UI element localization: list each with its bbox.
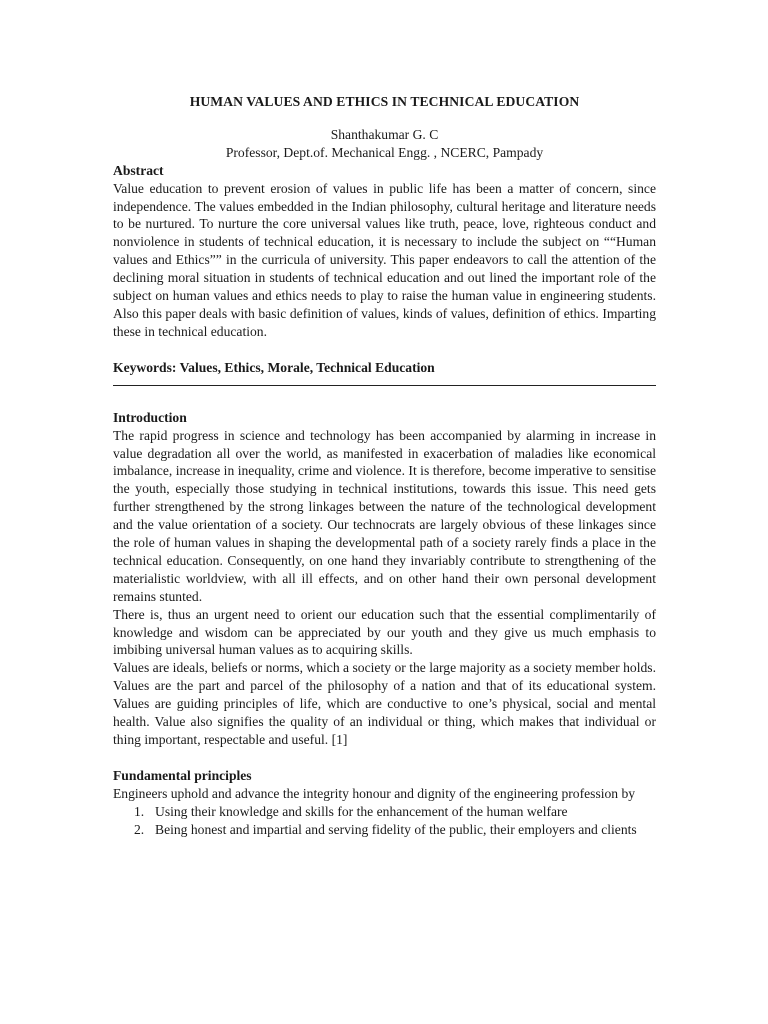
- author-affiliation: Professor, Dept.of. Mechanical Engg. , NCERC, Pampady: [225, 144, 544, 160]
- list-item-text: Using their knowledge and skills for the enhancement of the human welfare: [155, 803, 568, 819]
- introduction-paragraph-2: There is, thus an urgent need to orient our education such that the essential complimentarily of knowledge and wisdom can be appreciated by our youth and they give us much emphasis to imbibing universal human values as to acquiring skills.: [113, 606, 656, 658]
- keywords: Keywords: Values, Ethics, Morale, Technical Education: [113, 359, 435, 375]
- paper-title: HUMAN VALUES AND ETHICS IN TECHNICAL EDUCATION: [189, 94, 580, 109]
- principles-list: [113, 803, 656, 839]
- abstract-heading: Abstract: [113, 162, 164, 178]
- fundamental-principles-heading: Fundamental principles: [113, 767, 252, 783]
- abstract-text: Value education to prevent erosion of values in public life has been a matter of concern, since independence. The values embedded in the Indian philosophy, cultural heritage and literature needs to be nurtured. To nurture the core universal values like truth, peace, love, righteous conduct and nonviolence in students of technical education, it is necessary to include the subject on ““Human values and Ethics”” in the curricula of university. This paper endeavors to call the attention of the declining moral situation in students of technical education and out lined the important role of the subject on human values and ethics needs to play to raise the human value in engineering students. Also this paper deals with basic definition of values, kinds of values, definition of ethics. Imparting these in technical education.: [113, 180, 656, 339]
- list-item-number: 2.: [134, 821, 145, 837]
- list-item-text: Being honest and impartial and serving fidelity of the public, their employers and clients: [155, 821, 637, 837]
- section-divider: [113, 385, 656, 386]
- author-name: Shanthakumar G. C: [330, 126, 439, 142]
- list-item-number: 1.: [134, 803, 145, 819]
- list-item: [134, 803, 656, 821]
- introduction-paragraph-1: The rapid progress in science and technology has been accompanied by alarming in increase in value degradation all over the world, as manifested in exacerbation of maladies like economical imbalance, increase in inequality, crime and violence. It is therefore, become imperative to sensitise the youth, especially those studying in technical institutions, towards this issue. This need gets further strengthened by the strong linkages between the nature of the technological development and the value orientation of a society. Our technocrats are largely obvious of these linkages since the role of human values in shaping the developmental path of a society rarely finds a place in the technical education. Consequently, on one hand they invariably contribute to strengthening of the materialistic worldview, with all ill effects, and on other hand their own personal development remains stunted.: [113, 427, 656, 604]
- fundamental-principles-text: Engineers uphold and advance the integrity honour and dignity of the engineering profession by: [113, 785, 636, 801]
- introduction-heading: Introduction: [113, 409, 187, 425]
- list-item: [134, 821, 656, 839]
- introduction-paragraph-3: Values are ideals, beliefs or norms, which a society or the large majority as a society member holds. Values are the part and parcel of the philosophy of a nation and that of its educational system. Values are guiding principles of life, which are conductive to one’s physical, social and mental health. Value also signifies the quality of an individual or thing, which makes that individual or thing important, respectable and useful. [1]: [113, 660, 656, 747]
